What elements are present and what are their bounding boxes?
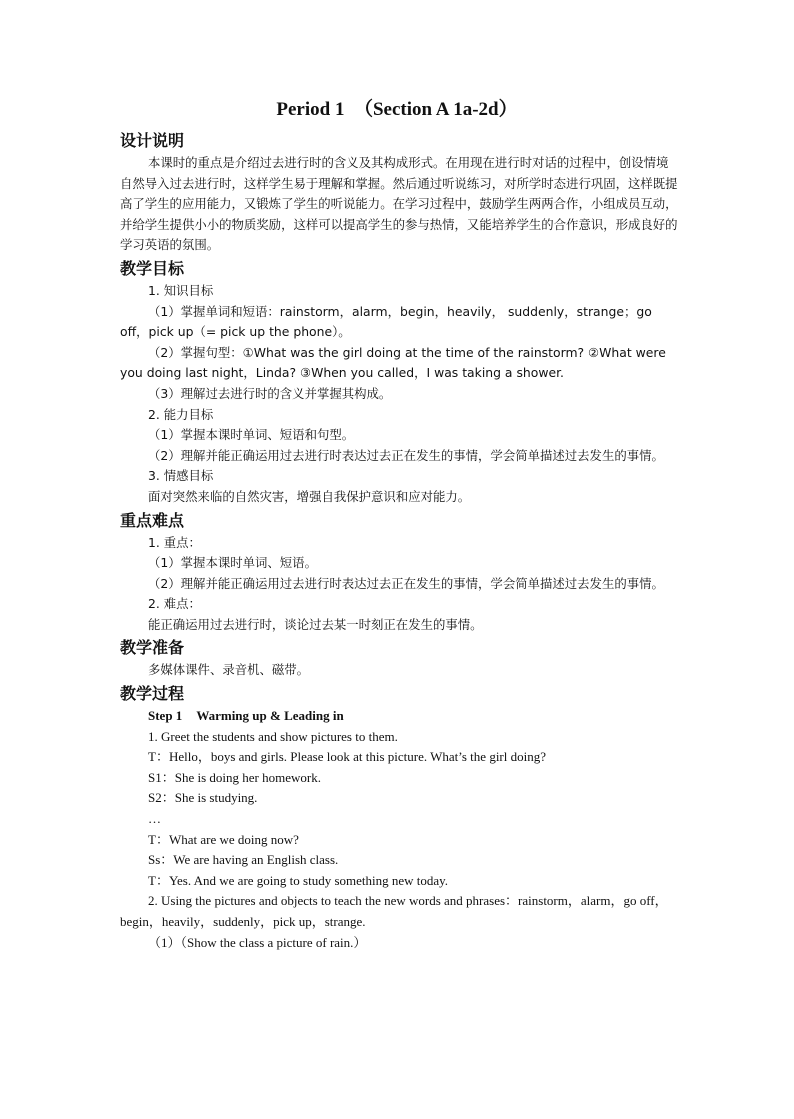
knowledge-goal-3: （3）理解过去进行时的含义并掌握其构成。 — [148, 385, 392, 401]
emotion-goal-1: 面对突然来临的自然灾害，增强自我保护意识和应对能力。 — [148, 488, 471, 504]
focus-1: （1）掌握本课时单词、短语。 — [148, 555, 317, 571]
step-heading — [120, 706, 680, 727]
ability-goal-1: （1）掌握本课时单词、短语和句型。 — [148, 427, 355, 443]
emotion-goals-title: 3. 情感目标 — [148, 468, 214, 484]
process-item-2: 2. Using the pictures and objects to teach the new words and phrases：rainstorm，alarm，go off，begin，heavily，suddenly，pick up，strange. — [120, 893, 668, 929]
ability-goals-title: 2. 能力目标 — [148, 406, 214, 422]
section-heading-process: 教学过程 — [120, 684, 185, 704]
step-title: Warming up & Leading in — [196, 708, 344, 724]
process-line: Ss：We are having an English class. — [148, 852, 339, 868]
knowledge-goal-1: （1）掌握单词和短语：rainstorm，alarm，begin，heavily， suddenly，strange；go off，pick up（= pick up the phone）。 — [120, 303, 652, 340]
process-line: S2：She is studying. — [148, 790, 258, 806]
process-line: … — [148, 811, 161, 827]
difficulty-title: 2. 难点： — [148, 596, 201, 612]
difficulty-1: 能正确运用过去进行时，谈论过去某一时刻正在发生的事情。 — [148, 616, 483, 632]
design-paragraph: 本课时的重点是介绍过去进行时的含义及其构成形式。在用现在进行时对话的过程中，创设情境自然导入过去进行时，这样学生易于理解和掌握。然后通过听说练习，对所学时态进行巩固，这样既提高了学生的应用能力，又锻炼了学生的听说能力。在学习过程中，鼓励学生两两合作，小组成员互动，并给学生提供小小的物质奖励，这样可以提高学生的参与热情，又能培养学生的合作意识，形成良好的学习英语的氛围。 — [120, 155, 678, 253]
focus-title: 1. 重点： — [148, 534, 201, 550]
process-line: S1：She is doing her homework. — [148, 769, 321, 785]
process-line: T：Yes. And we are going to study something new today. — [148, 872, 449, 888]
section-heading-design: 设计说明 — [120, 131, 185, 150]
ability-goal-2: （2）理解并能正确运用过去进行时表达过去正在发生的事情，学会简单描述过去发生的事情。 — [148, 447, 664, 463]
knowledge-goal-2: （2）掌握句型：①What was the girl doing at the time of the rainstorm? ②What were you doing last night，Linda? ③When you called，I was taking a shower. — [120, 344, 666, 381]
process-line: 1. Greet the students and show pictures to them. — [148, 728, 398, 744]
step-label: Step 1 — [148, 708, 183, 724]
section-heading-key-points: 重点难点 — [120, 510, 185, 530]
process-line: T：Hello，boys and girls. Please look at this picture. What’s the girl doing? — [148, 749, 546, 765]
preparation-text: 多媒体课件、录音机、磁带。 — [148, 662, 310, 678]
section-heading-goals: 教学目标 — [120, 258, 185, 278]
document-body — [120, 128, 680, 953]
section-heading-preparation: 教学准备 — [120, 638, 185, 658]
process-line: T：What are we doing now? — [148, 831, 299, 847]
process-item-2-1: （1）（Show the class a picture of rain.） — [148, 934, 367, 950]
focus-2: （2）理解并能正确运用过去进行时表达过去正在发生的事情，学会简单描述过去发生的事情。 — [148, 575, 664, 591]
knowledge-goals-title: 1. 知识目标 — [148, 282, 214, 298]
page-title: Period 1 （Section A 1a-2d） — [276, 99, 518, 120]
